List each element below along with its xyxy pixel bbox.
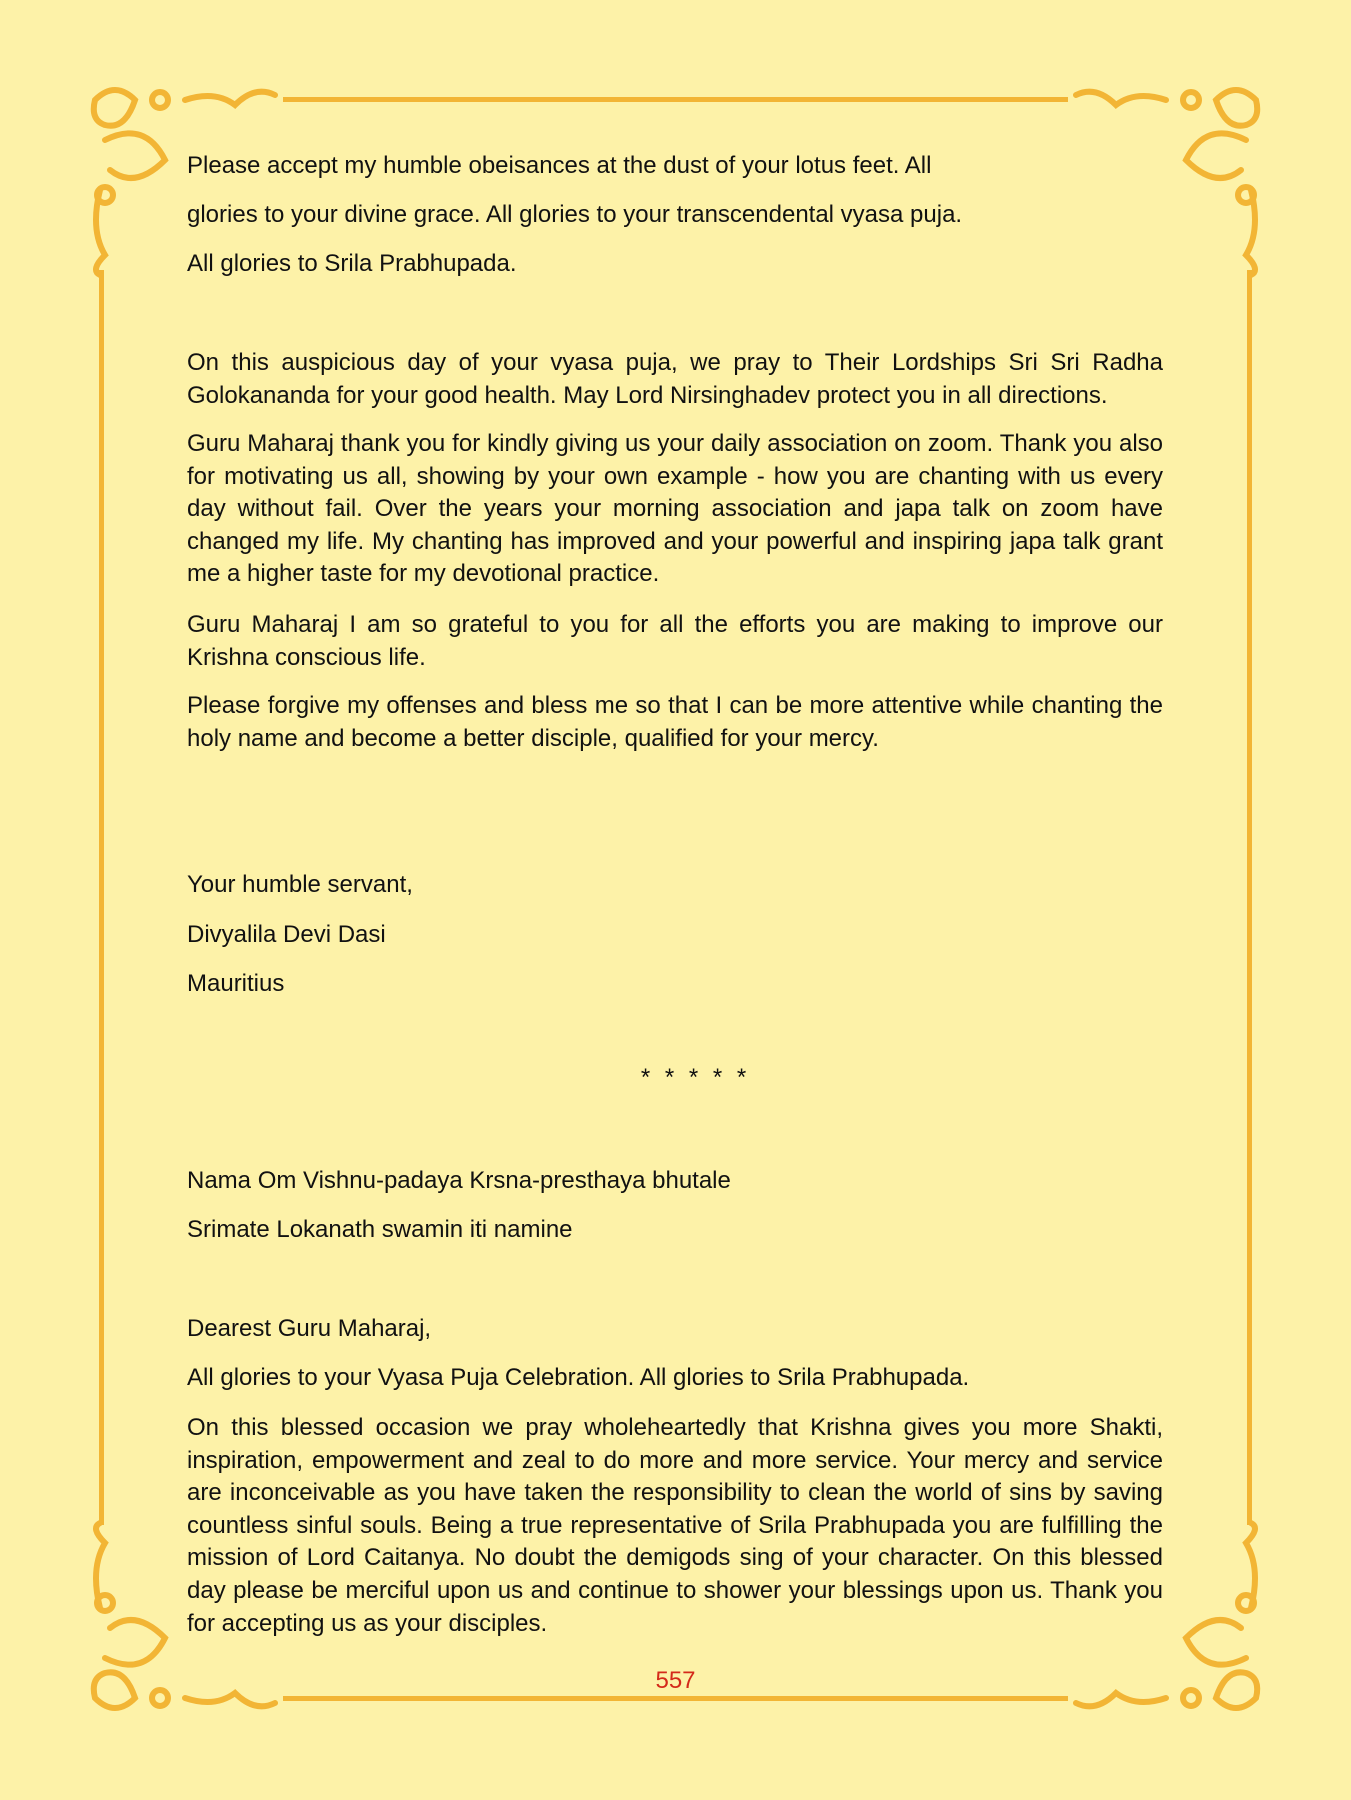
border-top [283, 97, 1068, 102]
mantra-line: Srimate Lokanath swamin iti namine [187, 1216, 573, 1243]
separator: * * * * * [640, 1064, 751, 1091]
paragraph [187, 1412, 1163, 1640]
paragraph [187, 690, 1163, 755]
corner-ornament-icon [1066, 80, 1266, 280]
signature-place: Mauritius [187, 970, 285, 997]
opening-line: glories to your divine grace. All glories to your transcendental vyasa puja. [187, 201, 963, 228]
mantra-line: Nama Om Vishnu-padaya Krsna-presthaya bhutale [187, 1167, 731, 1194]
paragraph-text: Please forgive my offenses and bless me so that I can be more attentive while chanting the holy name and become a better disciple, qualified for your mercy. [187, 692, 1163, 752]
paragraph-text: Guru Maharaj thank you for kindly giving us your daily association on zoom. Thank you also for motivating us all, showing by your own example - how you are chanting with us every day without fail. Over the years your morning association and japa talk on zoom have changed my life. My chanting has improved and your powerful and inspiring japa talk grant me a higher taste for my devotional practice. [187, 430, 1163, 588]
signature-name: Divyalila Devi Dasi [187, 921, 386, 948]
glories-line: All glories to your Vyasa Puja Celebration. All glories to Srila Prabhupada. [187, 1364, 970, 1391]
border-right [1247, 270, 1252, 1525]
paragraph-text: Guru Maharaj I am so grateful to you for all the efforts you are making to improve our Krishna conscious life. [187, 611, 1163, 671]
opening-line: Please accept my humble obeisances at the dust of your lotus feet. All [187, 152, 932, 179]
border-left [99, 270, 104, 1525]
border-bottom [283, 1696, 1068, 1701]
paragraph [187, 347, 1163, 412]
paragraph-text: On this blessed occasion we pray wholeheartedly that Krishna gives you more Shakti, inspiration, empowerment and zeal to do more and more service. Your mercy and service are inconceivable as you have taken the responsibility to clean the world of sins by saving countless sinful souls. Being a true representative of Srila Prabhupada you are fulfilling the mission of Lord Caitanya. No doubt the demigods sing of your character. On this blessed day please be merciful upon us and continue to shower your blessings upon us. Thank you for accepting us as your disciples. [187, 1414, 1163, 1637]
salutation: Dearest Guru Maharaj, [187, 1315, 432, 1342]
opening-line: All glories to Srila Prabhupada. [187, 250, 517, 277]
page-number: 557 [655, 1667, 696, 1694]
paragraph-text: On this auspicious day of your vyasa puja, we pray to Their Lordships Sri Sri Radha Golokananda for your good health. May Lord Nirsinghadev protect you in all directions. [187, 349, 1163, 409]
paragraph [187, 428, 1163, 591]
closing: Your humble servant, [187, 871, 413, 898]
paragraph [187, 609, 1163, 674]
